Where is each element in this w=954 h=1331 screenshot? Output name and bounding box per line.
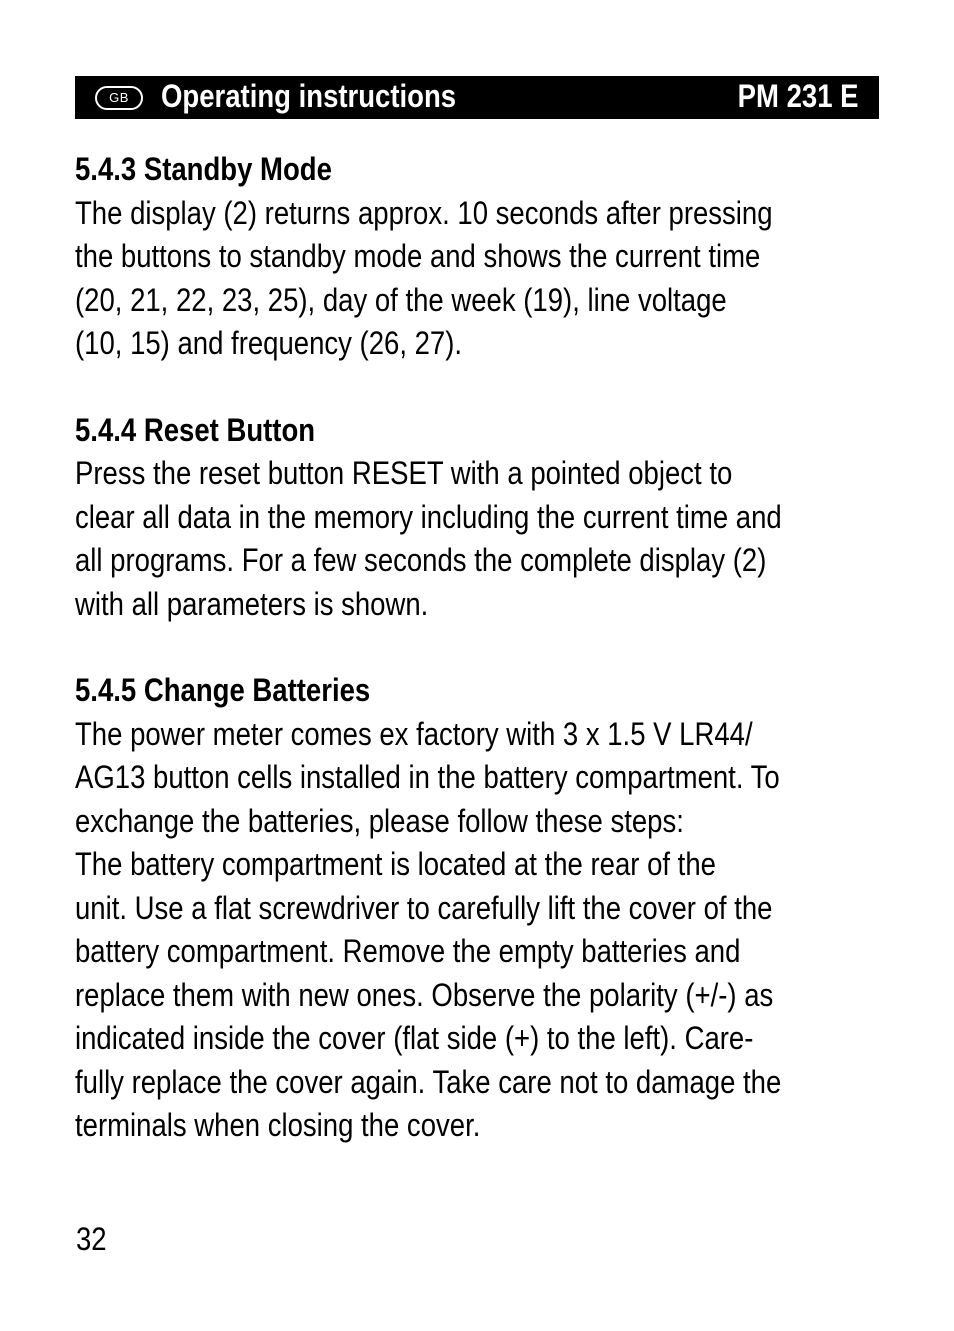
section-change-batteries	[75, 669, 954, 1148]
body-line: all programs. For a few seconds the complete display (2)	[75, 542, 767, 578]
body-line: clear all data in the memory including the current time and	[75, 498, 782, 535]
section-reset-button	[75, 409, 954, 627]
body-line: terminals when closing the cover.	[75, 1107, 481, 1143]
body-line: The power meter comes ex factory with 3 x 1.5 V LR44/	[75, 715, 753, 752]
body-line: exchange the batteries, please follow these steps:	[75, 802, 684, 839]
document-body	[75, 148, 954, 1191]
body-line: (20, 21, 22, 23, 25), day of the week (19), line voltage	[75, 281, 727, 318]
body-line: fully replace the cover again. Take care not to damage the	[75, 1063, 782, 1100]
body-line: (10, 15) and frequency (26, 27).	[75, 325, 463, 361]
section-standby-mode	[75, 148, 954, 366]
body-line: The display (2) returns approx. 10 seconds after pressing	[75, 194, 773, 231]
body-line: unit. Use a flat screwdriver to carefully lift the cover of the	[75, 889, 773, 926]
section-heading: 5.4.3 Standby Mode	[75, 151, 332, 187]
body-line: indicated inside the cover (flat side (+) to the left). Care-	[75, 1020, 754, 1056]
body-line: replace them with new ones. Observe the polarity (+/-) as	[75, 976, 774, 1013]
body-line: Press the reset button RESET with a pointed object to	[75, 455, 733, 491]
section-heading: 5.4.4 Reset Button	[75, 411, 316, 448]
section-heading: 5.4.5 Change Batteries	[75, 672, 371, 708]
body-line: the buttons to standby mode and shows the current time	[75, 238, 761, 274]
header-bar	[75, 76, 879, 119]
page-number: 32	[76, 1221, 107, 1257]
body-line: with all parameters is shown.	[75, 585, 429, 622]
body-line: The battery compartment is located at the rear of the	[75, 846, 716, 882]
body-line: AG13 button cells installed in the battery compartment. To	[75, 759, 780, 795]
language-badge: GB	[95, 86, 143, 110]
document-title: Operating instructions	[161, 78, 457, 114]
body-line: battery compartment. Remove the empty batteries and	[75, 933, 741, 969]
model-number: PM 231 E	[738, 78, 859, 114]
